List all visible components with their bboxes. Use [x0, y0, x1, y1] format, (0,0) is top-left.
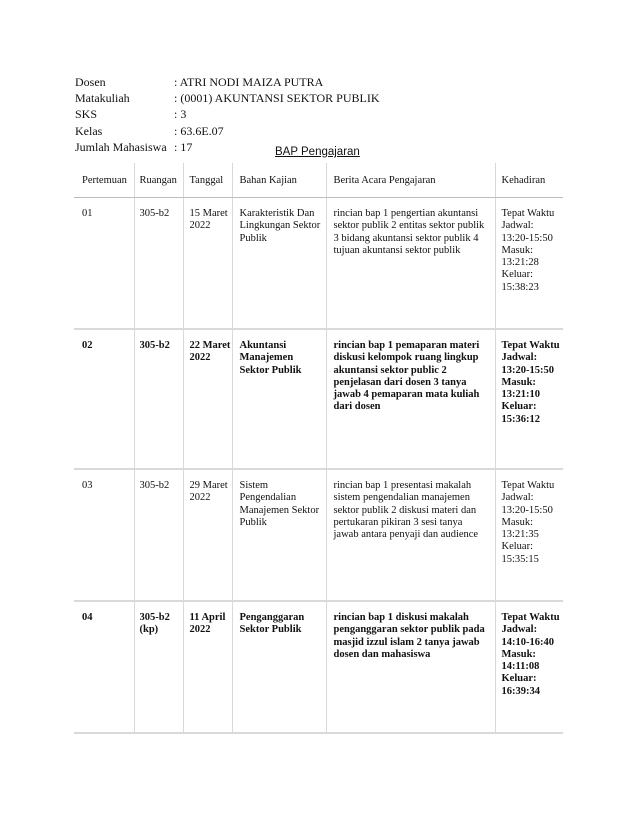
column-header-berita-acara: Berita Acara Pengajaran — [326, 163, 495, 198]
cell-tanggal: 15 Maret 2022 — [183, 198, 232, 330]
cell-kehadiran: Tepat Waktu Jadwal: 13:20-15:50 Masuk: 13:21:28 Keluar: 15:38:23 — [495, 198, 563, 330]
cell-kehadiran: Tepat Waktu Jadwal: 13:20-15:50 Masuk: 13:21:35 Keluar: 15:35:15 — [495, 469, 563, 601]
info-row-sks — [75, 106, 380, 122]
info-value: : 3 — [174, 107, 187, 122]
cell-ruangan: 305-b2 — [134, 329, 183, 469]
info-row-matakuliah — [75, 90, 380, 106]
info-label: Matakuliah — [75, 91, 130, 106]
column-header-ruangan: Ruangan — [134, 163, 183, 198]
cell-berita-acara: rincian bap 1 presentasi makalah sistem pengendalian manajemen sektor publik 2 diskusi materi dan pertukaran pikiran 3 sesi tanya jawab antara penyaji dan audience — [326, 469, 495, 601]
info-label: Jumlah Mahasiswa — [75, 139, 167, 154]
info-label: Kelas — [75, 123, 103, 138]
cell-berita-acara: rincian bap 1 pemaparan materi diskusi kelompok ruang lingkup akuntansi sektor public 2 penjelasan dari dosen 3 tanya jawab 4 pemaparan mata kuliah dari dosen — [326, 329, 495, 469]
cell-ruangan: 305-b2 (kp) — [134, 601, 183, 733]
cell-pertemuan: 04 — [74, 601, 134, 733]
cell-tanggal: 29 Maret 2022 — [183, 469, 232, 601]
info-value: : 63.6E.07 — [174, 123, 224, 138]
column-header-kehadiran: Kehadiran — [495, 163, 563, 198]
table-row — [74, 601, 563, 733]
table-row — [74, 329, 563, 469]
info-label: Dosen — [75, 75, 106, 89]
cell-kehadiran: Tepat Waktu Jadwal: 14:10-16:40 Masuk: 14:11:08 Keluar: 16:39:34 — [495, 601, 563, 733]
info-row-kelas — [75, 123, 380, 139]
table-header-row — [74, 163, 563, 198]
cell-bahan-kajian: Sistem Pengendalian Manajemen Sektor Publik — [232, 469, 326, 601]
column-header-pertemuan: Pertemuan — [74, 163, 134, 198]
cell-pertemuan: 03 — [74, 469, 134, 601]
cell-tanggal: 11 April 2022 — [183, 601, 232, 733]
course-info — [75, 74, 380, 155]
table-row — [74, 198, 563, 330]
info-value: : (0001) AKUNTANSI SEKTOR PUBLIK — [174, 91, 380, 106]
table-row — [74, 469, 563, 601]
cell-bahan-kajian: Akuntansi Manajemen Sektor Publik — [232, 329, 326, 469]
bap-table — [74, 163, 563, 734]
cell-bahan-kajian: Karakteristik Dan Lingkungan Sektor Publik — [232, 198, 326, 330]
cell-berita-acara: rincian bap 1 diskusi makalah penganggaran sektor publik pada masjid izzul islam 2 tanya jawab dosen dan mahasiswa — [326, 601, 495, 733]
cell-pertemuan: 01 — [74, 198, 134, 330]
column-header-tanggal: Tanggal — [183, 163, 232, 198]
info-value: : ATRI NODI MAIZA PUTRA — [174, 75, 324, 89]
cell-ruangan: 305-b2 — [134, 198, 183, 330]
cell-tanggal: 22 Maret 2022 — [183, 329, 232, 469]
cell-berita-acara: rincian bap 1 pengertian akuntansi sektor publik 2 entitas sektor publik 3 bidang akuntansi sektor publik 4 tujuan akuntansi sektor publik — [326, 198, 495, 330]
info-row-dosen — [75, 74, 380, 90]
table-title: BAP Pengajaran — [275, 146, 360, 158]
info-label: SKS — [75, 107, 98, 122]
cell-ruangan: 305-b2 — [134, 469, 183, 601]
cell-pertemuan: 02 — [74, 329, 134, 469]
column-header-bahan-kajian: Bahan Kajian — [232, 163, 326, 198]
cell-kehadiran: Tepat Waktu Jadwal: 13:20-15:50 Masuk: 13:21:10 Keluar: 15:36:12 — [495, 329, 563, 469]
info-value: : 17 — [174, 139, 193, 154]
cell-bahan-kajian: Penganggaran Sektor Publik — [232, 601, 326, 733]
